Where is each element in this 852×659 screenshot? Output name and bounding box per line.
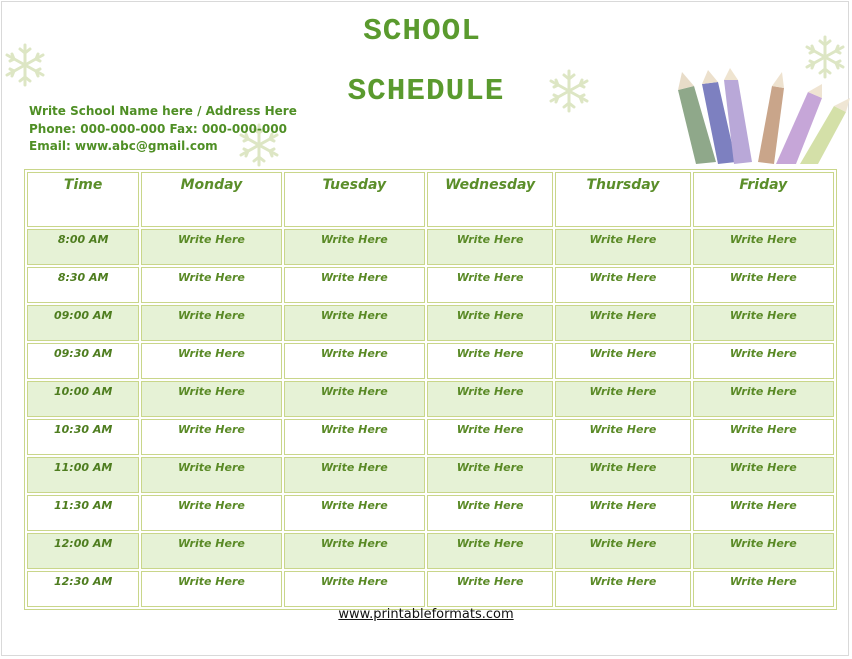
time-cell: 8:30 AM: [27, 267, 139, 303]
schedule-cell[interactable]: Write Here: [555, 419, 690, 455]
schedule-cell[interactable]: Write Here: [427, 305, 553, 341]
schedule-cell[interactable]: Write Here: [284, 495, 425, 531]
schedule-cell[interactable]: Write Here: [555, 457, 690, 493]
schedule-cell[interactable]: Write Here: [141, 495, 281, 531]
table-row: [27, 419, 834, 455]
schedule-cell[interactable]: Write Here: [693, 267, 834, 303]
schedule-cell[interactable]: Write Here: [427, 495, 553, 531]
schedule-cell[interactable]: Write Here: [141, 381, 281, 417]
header-row: [27, 172, 834, 227]
table-row: [27, 571, 834, 607]
school-email: Email: www.abc@gmail.com: [29, 139, 218, 153]
school-name: Write School Name here / Address Here: [29, 104, 297, 118]
schedule-cell[interactable]: Write Here: [693, 571, 834, 607]
time-cell: 12:00 AM: [27, 533, 139, 569]
schedule-cell[interactable]: Write Here: [284, 267, 425, 303]
schedule-cell[interactable]: Write Here: [555, 381, 690, 417]
schedule-cell[interactable]: Write Here: [555, 533, 690, 569]
schedule-cell[interactable]: Write Here: [555, 229, 690, 265]
schedule-cell[interactable]: Write Here: [141, 533, 281, 569]
time-cell: 10:00 AM: [27, 381, 139, 417]
schedule-cell[interactable]: Write Here: [555, 495, 690, 531]
schedule-cell[interactable]: Write Here: [693, 457, 834, 493]
table-row: [27, 533, 834, 569]
table-row: [27, 457, 834, 493]
schedule-cell[interactable]: Write Here: [284, 343, 425, 379]
header-time: Time: [27, 172, 139, 227]
schedule-cell[interactable]: Write Here: [141, 305, 281, 341]
schedule-cell[interactable]: Write Here: [284, 571, 425, 607]
schedule-cell[interactable]: Write Here: [284, 229, 425, 265]
time-cell: 10:30 AM: [27, 419, 139, 455]
header-monday: Monday: [141, 172, 281, 227]
schedule-cell[interactable]: Write Here: [555, 571, 690, 607]
table-row: [27, 305, 834, 341]
schedule-cell[interactable]: Write Here: [693, 229, 834, 265]
schedule-cell[interactable]: Write Here: [427, 267, 553, 303]
footer-website-link[interactable]: www.printableformats.com: [338, 607, 514, 622]
table-row: [27, 343, 834, 379]
table-row: [27, 495, 834, 531]
schedule-cell[interactable]: Write Here: [141, 419, 281, 455]
schedule-cell[interactable]: Write Here: [693, 343, 834, 379]
table-row: [27, 229, 834, 265]
schedule-cell[interactable]: Write Here: [427, 229, 553, 265]
time-cell: 09:00 AM: [27, 305, 139, 341]
schedule-table: [24, 169, 837, 610]
time-cell: 11:00 AM: [27, 457, 139, 493]
schedule-cell[interactable]: Write Here: [427, 571, 553, 607]
page-subtitle: SCHEDULE: [347, 74, 505, 109]
schedule-cell[interactable]: Write Here: [555, 343, 690, 379]
header-tuesday: Tuesday: [284, 172, 425, 227]
schedule-cell[interactable]: Write Here: [284, 457, 425, 493]
schedule-cell[interactable]: Write Here: [693, 381, 834, 417]
schedule-cell[interactable]: Write Here: [693, 495, 834, 531]
time-cell: 8:00 AM: [27, 229, 139, 265]
table-row: [27, 381, 834, 417]
table-row: [27, 267, 834, 303]
time-cell: 09:30 AM: [27, 343, 139, 379]
schedule-cell[interactable]: Write Here: [693, 419, 834, 455]
schedule-cell[interactable]: Write Here: [693, 305, 834, 341]
schedule-cell[interactable]: Write Here: [427, 419, 553, 455]
schedule-cell[interactable]: Write Here: [693, 533, 834, 569]
schedule-cell[interactable]: Write Here: [141, 267, 281, 303]
time-cell: 11:30 AM: [27, 495, 139, 531]
header-friday: Friday: [693, 172, 834, 227]
schedule-cell[interactable]: Write Here: [427, 381, 553, 417]
schedule-cell[interactable]: Write Here: [141, 229, 281, 265]
schedule-cell[interactable]: Write Here: [555, 305, 690, 341]
page-title: SCHOOL: [363, 14, 481, 49]
schedule-cell[interactable]: Write Here: [284, 419, 425, 455]
schedule-cell[interactable]: Write Here: [141, 457, 281, 493]
schedule-cell[interactable]: Write Here: [284, 533, 425, 569]
school-phone: Phone: 000-000-000 Fax: 000-000-000: [29, 122, 287, 136]
time-cell: 12:30 AM: [27, 571, 139, 607]
schedule-cell[interactable]: Write Here: [141, 571, 281, 607]
schedule-cell[interactable]: Write Here: [427, 457, 553, 493]
header-thursday: Thursday: [555, 172, 690, 227]
header-wednesday: Wednesday: [427, 172, 553, 227]
schedule-cell[interactable]: Write Here: [427, 343, 553, 379]
schedule-cell[interactable]: Write Here: [555, 267, 690, 303]
schedule-cell[interactable]: Write Here: [141, 343, 281, 379]
schedule-cell[interactable]: Write Here: [427, 533, 553, 569]
schedule-cell[interactable]: Write Here: [284, 305, 425, 341]
schedule-cell[interactable]: Write Here: [284, 381, 425, 417]
